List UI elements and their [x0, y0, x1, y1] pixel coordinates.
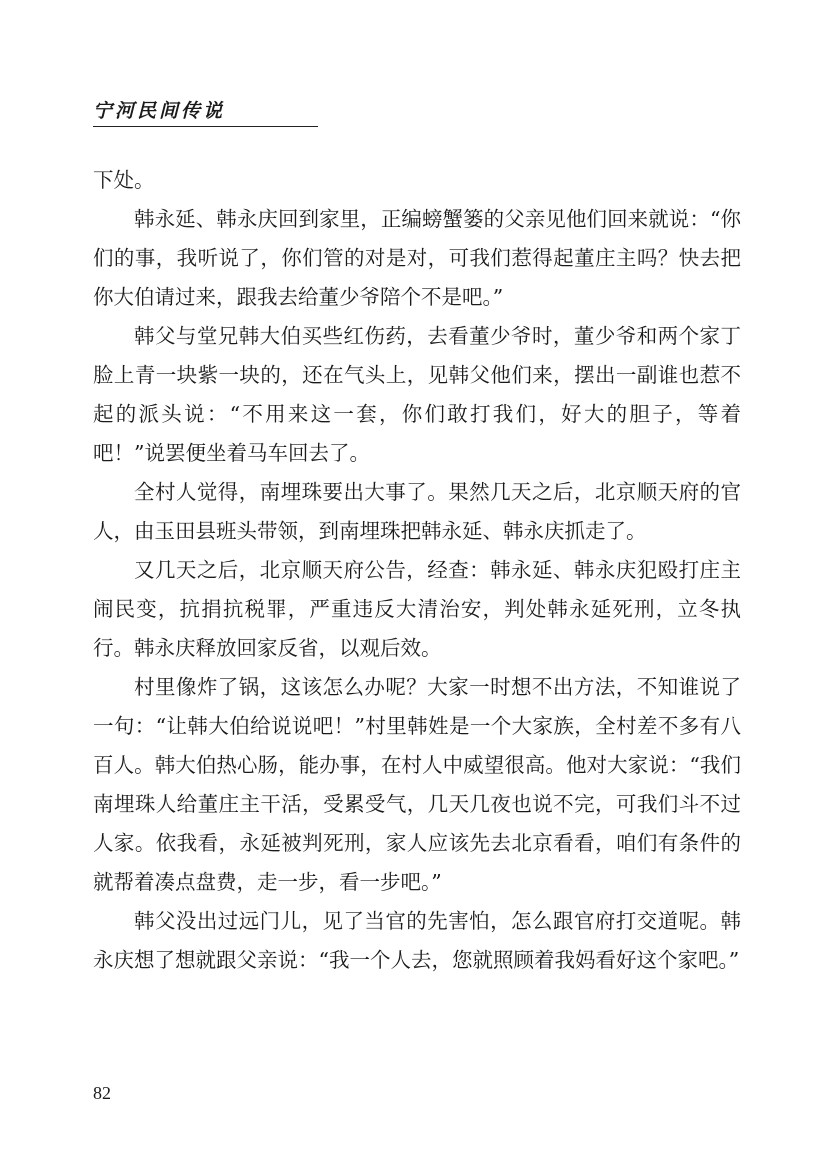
paragraph: 下处。: [93, 168, 155, 192]
paragraph: 村里像炸了锅，这该怎么办呢？大家一时想不出方法，不知谁说了一句：“让韩大伯给说说吧！”村里韩姓是一个大家族，全村差不多有八百人。韩大伯热心肠，能办事，在村人中威望很高。他对大家说：“我们南埋珠人给董庄主干活，受累受气，几天几夜也说不完，可我们斗不过人家。依我看，永延被判死刑，家人应该先去北京看看，咱们有条件的就帮着凑点盘费，走一步，看一步吧。”: [93, 675, 741, 894]
paragraph: 又几天之后，北京顺天府公告，经查：韩永延、韩永庆犯殴打庄主闹民变，抗捐抗税罪，严重违反大清治安，判处韩永延死刑，立冬执行。韩永庆释放回家反省，以观后效。: [93, 558, 741, 660]
paragraph: 韩父与堂兄韩大伯买些红伤药，去看董少爷时，董少爷和两个家丁脸上青一块紫一块的，还在气头上，见韩父他们来，摆出一副谁也惹不起的派头说：“不用来这一套，你们敢打我们，好大的胆子，等着吧！”说罢便坐着马车回去了。: [93, 324, 741, 465]
page-number: 82: [93, 1083, 111, 1103]
paragraph: 韩永延、韩永庆回到家里，正编螃蟹篓的父亲见他们回来就说：“你们的事，我听说了，你们管的对是对，可我们惹得起董庄主吗？快去把你大伯请过来，跟我去给董少爷陪个不是吧。”: [93, 207, 741, 309]
body-text: [93, 161, 741, 980]
paragraph: 韩父没出过远门儿，见了当官的先害怕，怎么跟官府打交道呢。韩永庆想了想就跟父亲说：“我一个人去，您就照顾着我妈看好这个家吧。”: [93, 909, 741, 972]
running-header-title: 宁河民间传说: [93, 100, 318, 127]
paragraph: 全村人觉得，南埋珠要出大事了。果然几天之后，北京顺天府的官人，由玉田县班头带领，到南埋珠把韩永延、韩永庆抓走了。: [93, 480, 741, 543]
